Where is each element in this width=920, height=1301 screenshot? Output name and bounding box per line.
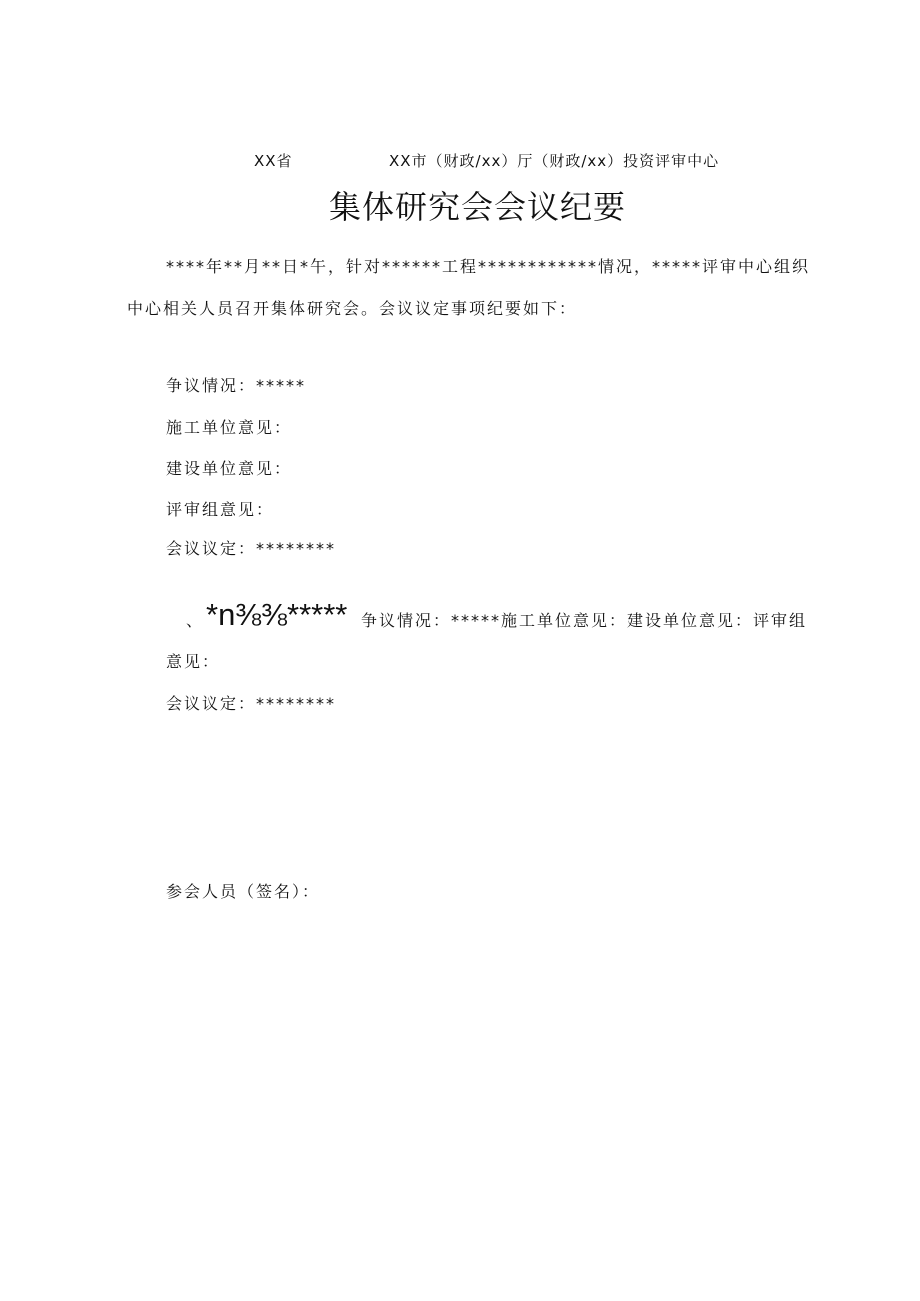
section1-decision: 会议议定：********: [166, 539, 337, 558]
signature-label: 参会人员（签名）：: [166, 882, 321, 901]
section2-line-2: 意见：: [166, 652, 221, 671]
section2-decision: 会议议定：********: [166, 694, 337, 713]
intro-line-2: 中心相关人员召开集体研究会。会议议定事项纪要如下：: [127, 299, 578, 318]
section1-builder-opinion: 建设单位意见：: [166, 459, 293, 478]
intro-line-1: ****年**月**日*午，针对******工程************情况，*****评审中心组织: [166, 257, 811, 276]
section1-review-opinion: 评审组意见：: [166, 500, 275, 519]
header-province: XX省: [254, 152, 293, 170]
section2-heading: *n⅜⅜*****: [206, 597, 348, 632]
section2-prefix: 、: [186, 611, 205, 630]
section2-line-1: 争议情况：*****施工单位意见：建设单位意见：评审组: [361, 611, 808, 630]
document-title: 集体研究会会议纪要: [329, 188, 627, 226]
header-center: XX市（财政/xx）厅（财政/xx）投资评审中心: [389, 152, 720, 170]
section1-dispute: 争议情况：*****: [166, 376, 307, 395]
section1-construction-opinion: 施工单位意见：: [166, 418, 293, 437]
